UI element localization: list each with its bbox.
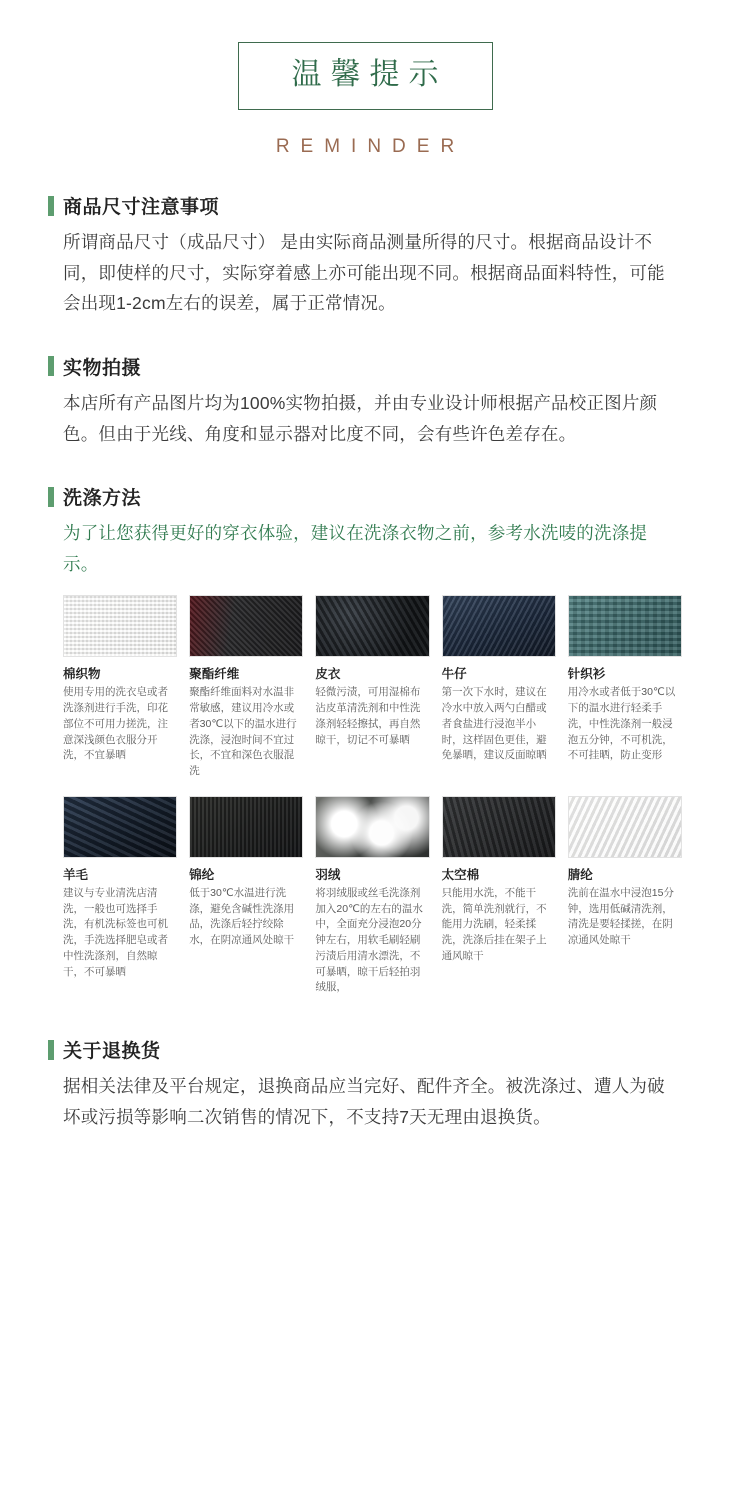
leather-swatch — [315, 595, 429, 657]
fabric-care-grid — [48, 595, 682, 996]
section-header — [48, 353, 682, 380]
fabric-name: 锦纶 — [189, 867, 215, 882]
fabric-card — [568, 796, 682, 996]
section-marker-icon — [48, 487, 54, 507]
nylon-swatch — [189, 796, 303, 858]
section-size-notice — [48, 192, 682, 319]
fabric-card — [315, 595, 429, 780]
section-header — [48, 483, 682, 510]
denim-swatch — [442, 595, 556, 657]
section-marker-icon — [48, 356, 54, 376]
fabric-name: 聚酯纤维 — [189, 667, 240, 682]
cotton-swatch — [63, 595, 177, 657]
section-title: 商品尺寸注意事项 — [63, 197, 220, 218]
fabric-card — [315, 796, 429, 996]
polyester-swatch — [189, 595, 303, 657]
fabric-description: 洗前在温水中浸泡15分钟，选用低碱清洗剂，清洗是要轻揉搓，在阴凉通风处晾干 — [567, 886, 674, 947]
fabric-card — [189, 595, 303, 780]
fabric-name: 牛仔 — [441, 667, 467, 682]
fabric-card — [568, 595, 682, 780]
section-body: 为了让您获得更好的穿衣体验，建议在洗涤衣物之前，参考水洗唛的洗涤提示。 — [63, 523, 648, 574]
section-title: 实物拍摄 — [63, 357, 142, 379]
section-body: 据相关法律及平台规定，退换商品应当完好、配件齐全。被洗涤过、遭人为破坏或污损等影响二次销售的情况下，不支持7天无理由退换货。 — [63, 1076, 665, 1127]
fabric-name: 羊毛 — [63, 867, 89, 882]
section-header — [48, 192, 682, 219]
fabric-name: 皮衣 — [315, 667, 341, 682]
space-cotton-swatch — [442, 796, 556, 858]
knit-swatch — [568, 595, 682, 657]
title-box — [238, 42, 493, 110]
fabric-description: 建议与专业清洗店清洗，一般也可选择手洗，有机洗标签也可机洗，手洗选择肥皂或者中性洗涤剂，自然晾干，不可暴晒 — [63, 886, 168, 978]
fabric-card — [442, 796, 556, 996]
fabric-name: 腈纶 — [567, 867, 593, 882]
fabric-description: 用冷水或者低于30℃以下的温水进行轻柔手洗，中性洗涤剂一般浸泡五分钟，不可机洗，不可挂晒，防止变形 — [567, 686, 676, 762]
fabric-name: 棉织物 — [63, 667, 101, 682]
section-body: 所谓商品尺寸（成品尺寸） 是由实际商品测量所得的尺寸。根据商品设计不同，即使样的尺寸，实际穿着感上亦可能出现不同。根据商品面料特性，可能会出现1-2cm左右的误差，属于正常情况。 — [63, 232, 665, 314]
fabric-description: 聚酯纤维面料对水温非常敏感，建议用冷水或者30℃以下的温水进行洗涤，浸泡时间不宜过长，不宜和深色衣服混洗 — [189, 686, 297, 778]
acrylic-swatch — [568, 796, 682, 858]
fabric-card — [63, 595, 177, 780]
section-body: 本店所有产品图片均为100%实物拍摄，并由专业设计师根据产品校正图片颜色。但由于光线、角度和显示器对比度不同，会有些许色差存在。 — [63, 392, 658, 444]
wool-swatch — [63, 796, 177, 858]
page-header — [0, 0, 730, 158]
fabric-card — [189, 796, 303, 996]
fabric-description: 只能用水洗，不能干洗，简单洗剂就行，不能用力洗刷，轻柔揉洗，洗涤后挂在架子上通风晾干 — [441, 886, 547, 962]
fabric-card — [442, 595, 556, 780]
fabric-description: 第一次下水时，建议在冷水中放入两勺白醋或者食盐进行浸泡半小时，这样固色更佳，避免暴晒，建议反面晾晒 — [441, 686, 547, 762]
section-header — [48, 1036, 682, 1063]
section-washing-method — [48, 483, 682, 996]
down-swatch — [315, 796, 429, 858]
fabric-description: 使用专用的洗衣皂或者洗涤剂进行手洗，印花部位不可用力搓洗，注意深浅颜色衣服分开洗，不宜暴晒 — [63, 686, 168, 762]
fabric-description: 将羽绒服或丝毛洗涤剂加入20℃的左右的温水中，全面充分浸泡20分钟左右，用软毛刷轻刷污渍后用清水漂洗，不可暴晒，晾干后轻拍羽绒服， — [315, 886, 423, 994]
fabric-description: 低于30℃水温进行洗涤，避免含碱性洗涤用品，洗涤后轻拧绞除水，在阴凉通风处晾干 — [189, 886, 295, 947]
section-title: 关于退换货 — [63, 1041, 161, 1063]
section-returns-exchanges — [48, 1036, 682, 1132]
fabric-description: 轻微污渍，可用湿棉布沾皮革清洗剂和中性洗涤剂轻轻擦拭，再自然晾干，切记不可暴晒 — [315, 686, 421, 746]
page-content — [0, 192, 730, 1160]
section-real-photo — [48, 353, 682, 449]
fabric-name: 太空棉 — [441, 867, 480, 882]
page-subtitle: REMINDER — [275, 136, 466, 157]
section-marker-icon — [48, 1040, 54, 1060]
section-title: 洗涤方法 — [63, 488, 142, 510]
bottom-spacer — [48, 1132, 682, 1160]
fabric-card — [63, 796, 177, 996]
fabric-name: 针织衫 — [567, 667, 606, 682]
section-marker-icon — [48, 196, 54, 216]
fabric-name: 羽绒 — [315, 867, 341, 882]
page-title: 温馨提示 — [291, 58, 448, 91]
